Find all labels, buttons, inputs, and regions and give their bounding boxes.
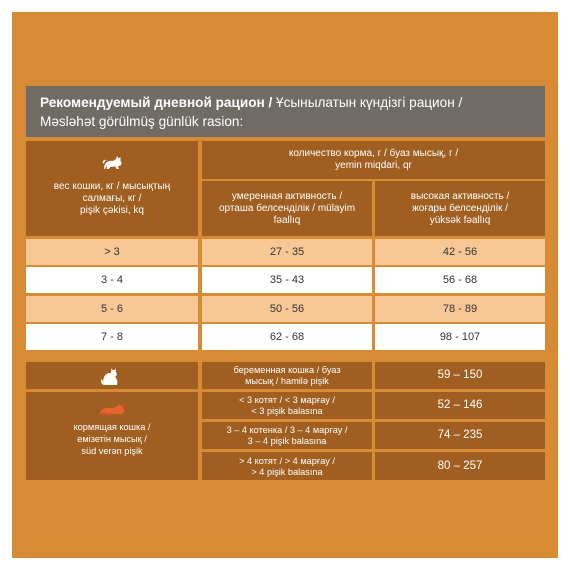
weight-header-line1: вес кошки, кг / мысықтың [53,181,171,192]
moderate-header-line3: fəallıq [273,215,301,226]
food-header-line1: количество корма, г / буаз мысық, г / [288,148,459,159]
special-label-line1: 3 – 4 котенка / 3 – 4 марғау / [226,425,348,435]
high-header-line3: yüksək fəallıq [429,215,491,226]
special-label-line1: беременная кошка / буаз [233,365,341,375]
food-header-line2: yemin miqdari, qr [335,160,412,171]
nursing-label-line1: кормящая кошка / [73,422,151,432]
weight-cell: 7 - 8 [26,324,198,350]
special-label [202,362,372,389]
pregnant-cat-cell [26,362,198,389]
special-value: 52 – 146 [375,392,545,419]
moderate-header-line2: орташа белсенділік / mülayim [218,203,356,214]
special-label [202,452,372,480]
high-cell: 98 - 107 [375,324,545,350]
high-header-line1: высокая активность / [410,191,510,202]
weight-cell: 3 - 4 [26,267,198,293]
moderate-cell: 35 - 43 [202,267,372,293]
moderate-cell: 27 - 35 [202,239,372,265]
weight-header-line2: салмағы, кг / [82,193,142,204]
title-bold: Рекомендуемый дневной рацион / [40,95,273,110]
high-cell: 78 - 89 [375,296,545,322]
moderate-header-line1: умеренная активность / [231,191,343,202]
sitting-cat-icon [100,365,122,386]
special-label-line2: 3 – 4 pişik balasına [247,436,327,446]
special-label [202,422,372,449]
weight-column-header [26,141,198,236]
special-label-line2: мысық / hamilə pişik [245,376,329,386]
special-label-line1: < 3 котят / < 3 марғау / [239,395,335,405]
special-label-line2: < 3 pişik balasına [251,406,323,416]
high-cell: 56 - 68 [375,267,545,293]
nursing-cat-cell [26,392,198,480]
special-label-line1: > 4 котят / > 4 марғау / [239,456,335,466]
moderate-cell: 50 - 56 [202,296,372,322]
nursing-label-line2: емізетін мысық / [77,434,147,444]
high-cell: 42 - 56 [375,239,545,265]
weight-header-line3: pişik çəkisi, kq [80,205,144,216]
moderate-activity-header [202,181,372,236]
page-title [26,86,545,137]
food-amount-header [202,141,545,179]
nursing-cat-icon [98,402,126,416]
special-value: 74 – 235 [375,422,545,449]
title-line2: Məsləhət görülmüş günlük rasion: [40,114,244,129]
nursing-label-line3: süd verən pişik [81,446,143,456]
high-activity-header [375,181,545,236]
moderate-cell: 62 - 68 [202,324,372,350]
special-label-line2: > 4 pişik balasına [251,467,323,477]
high-header-line2: жоғары белсенділік / [412,203,508,214]
special-value: 80 – 257 [375,452,545,480]
special-value: 59 – 150 [375,362,545,389]
title-rest: Ұсынылатын күндізгі рацион / [272,95,463,110]
special-label [202,392,372,419]
weight-cell: > 3 [26,239,198,265]
weight-cell: 5 - 6 [26,296,198,322]
cat-icon [102,155,124,171]
